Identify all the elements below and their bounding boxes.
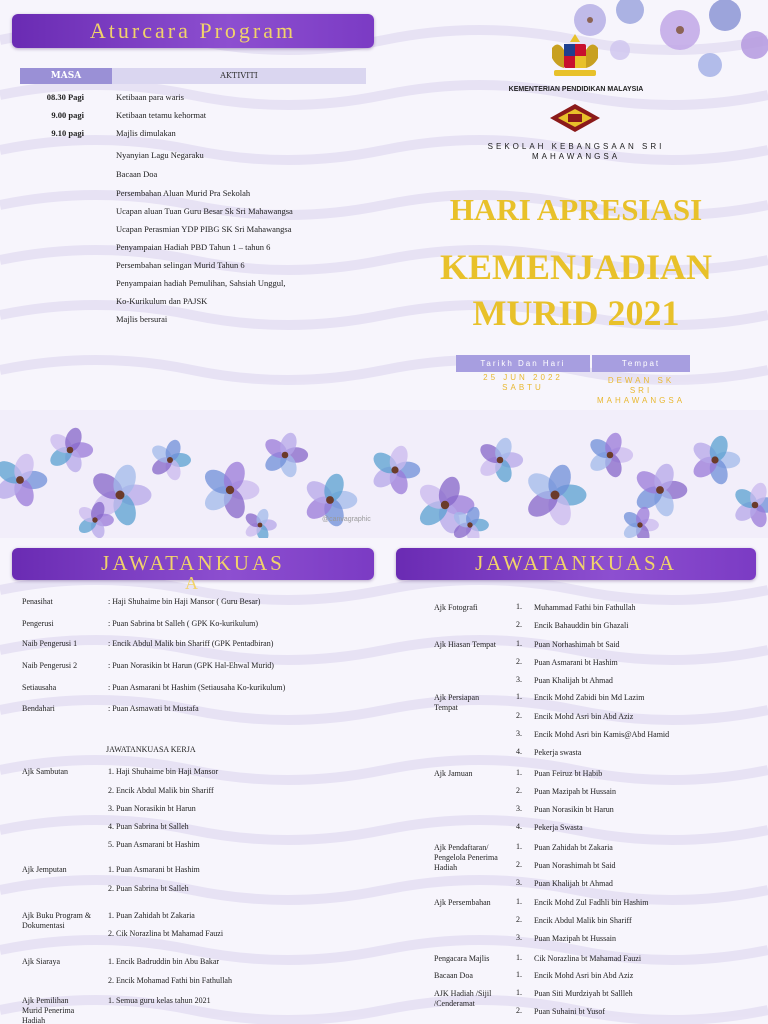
- designer-credit: @canvagraphic: [322, 516, 371, 523]
- committee-member: Encik Abdul Malik bin Shariff: [534, 916, 632, 925]
- committee-member: Puan Norasikin bt Harun: [534, 805, 614, 814]
- committee-right-title: JAWATANKUASA: [396, 548, 756, 580]
- place-value: [592, 376, 690, 406]
- committee-group-role: Hadiah: [22, 1016, 46, 1024]
- committee-group-role: /Cenderamat: [434, 999, 475, 1008]
- committee-member: Puan Norashimah bt Said: [534, 861, 616, 870]
- committee-left-title-wrap: A: [185, 573, 201, 593]
- schedule-activity: Ketibaan para waris: [116, 92, 184, 102]
- committee-member: Puan Khalijah bt Ahmad: [534, 879, 613, 888]
- schedule-activity: Penyampaian Hadiah PBD Tahun 1 – tahun 6: [116, 242, 271, 252]
- schedule-row: [20, 165, 366, 183]
- committee-member: Puan Norhashimah bt Said: [534, 640, 620, 649]
- aturcara-title: Aturcara Program: [12, 14, 374, 48]
- committee-group-role: Ajk Siaraya: [22, 957, 60, 966]
- committee-kerja-title: JAWATANKUASA KERJA: [106, 745, 196, 754]
- committee-group-role: Murid Penerima: [22, 1006, 75, 1015]
- schedule-row: [20, 88, 366, 106]
- committee-member-number: 2.: [516, 620, 522, 629]
- committee-member: 2. Encik Abdul Malik bin Shariff: [108, 786, 214, 795]
- committee-group-role: Ajk Jamuan: [434, 769, 473, 778]
- committee-role: Naib Pengerusi 1: [22, 639, 78, 648]
- committee-member-number: 3.: [516, 933, 522, 942]
- committee-member: 1. Haji Shuhaime bin Haji Mansor: [108, 767, 219, 776]
- ministry-name: KEMENTERIAN PENDIDIKAN MALAYSIA: [508, 86, 644, 93]
- committee-member-number: 2.: [516, 860, 522, 869]
- committee-member: 1. Puan Zahidah bt Zakaria: [108, 911, 195, 920]
- committee-member-number: 1.: [516, 897, 522, 906]
- schedule-row: [20, 106, 366, 124]
- committee-member-number: 3.: [516, 878, 522, 887]
- cover-panel: [384, 0, 768, 420]
- committee-role: Naib Pengerusi 2: [22, 661, 78, 670]
- committee-group-role: Ajk Hiasan Tempat: [434, 640, 496, 649]
- committee-member-number: 2.: [516, 657, 522, 666]
- committee-group-role: Dokumentasi: [22, 921, 65, 930]
- schedule-activity: Ucapan aluan Tuan Guru Besar Sk Sri Mahawangsa: [116, 206, 293, 216]
- committee-member: Puan Zahidah bt Zakaria: [534, 843, 613, 852]
- committee-member: Cik Norazlina bt Mahamad Fauzi: [534, 954, 642, 963]
- school-name-line2: MAHAWANGSA: [531, 152, 621, 161]
- committee-member-number: 1.: [516, 988, 522, 997]
- schedule-header-masa: MASA: [20, 68, 112, 84]
- committee-member-number: 1.: [516, 692, 522, 701]
- schedule-header: [20, 68, 366, 84]
- committee-member-number: 1.: [516, 970, 522, 979]
- schedule-activity: Majlis dimulakan: [116, 128, 176, 138]
- committee-member-number: 4.: [516, 822, 522, 831]
- committee-member: 4. Puan Sabrina bt Salleh: [108, 822, 189, 831]
- committee-member: 1. Semua guru kelas tahun 2021: [108, 996, 211, 1005]
- committee-member: Puan Khalijah bt Ahmad: [534, 676, 613, 685]
- committee-member: Encik Mohd Asri bin Kamis@Abd Hamid: [534, 730, 670, 739]
- committee-member-number: 2.: [516, 1006, 522, 1015]
- event-title-line3: MURID 2021: [472, 293, 680, 333]
- schedule-row: [20, 274, 366, 292]
- school-name: [384, 142, 768, 162]
- committee-group-role: Bacaan Doa: [434, 971, 473, 980]
- place-value-line1: DEWAN SK: [607, 376, 675, 385]
- schedule-activity: Bacaan Doa: [116, 169, 158, 179]
- schedule-row: [20, 238, 366, 256]
- schedule-time: [20, 238, 84, 256]
- event-title-line1: HARI APRESIASI: [449, 192, 703, 227]
- schedule-row: [20, 202, 366, 220]
- committee-member-number: 4.: [516, 747, 522, 756]
- committee-group-role: Hadiah: [434, 863, 458, 872]
- committee-member: Puan Mazipah bt Hussain: [534, 934, 616, 943]
- schedule-row: [20, 292, 366, 310]
- committee-group-role: Ajk Buku Program &: [22, 911, 92, 920]
- committee-group-role: Pengacara Majlis: [434, 954, 490, 963]
- place-value-line2: SRI: [629, 386, 653, 395]
- committee-member: : Puan Sabrina bt Salleh ( GPK Ko-kurikulum): [108, 619, 258, 628]
- schedule-time: [20, 146, 84, 164]
- schedule-time: [20, 292, 84, 310]
- committee-member-number: 1.: [516, 768, 522, 777]
- committee-left-title: [12, 548, 374, 593]
- committee-group-role: AJK Hadiah /Sijil: [434, 989, 492, 998]
- committee-member: 5. Puan Asmarani bt Hashim: [108, 840, 200, 849]
- committee-member: Encik Mohd Zabidi bin Md Lazim: [534, 693, 645, 702]
- place-value-line3: MAHAWANGSA: [596, 396, 686, 405]
- date-value-line2: SABTU: [502, 383, 544, 392]
- schedule-time: 08.30 Pagi: [46, 92, 84, 102]
- place-label: Tempat: [592, 355, 690, 372]
- schedule-activity: Ucapan Perasmian YDP PIBG SK Sri Mahawangsa: [116, 224, 292, 234]
- schedule-activity: Persembahan Aluan Murid Pra Sekolah: [116, 188, 251, 198]
- committee-member: Encik Mohd Zul Fadhli bin Hashim: [534, 898, 649, 907]
- schedule-row: [20, 146, 366, 164]
- event-title: [384, 244, 768, 336]
- committee-member: 2. Encik Mohamad Fathi bin Fathullah: [108, 976, 232, 985]
- committee-group-role: Ajk Fotografi: [434, 603, 478, 612]
- schedule-activity: Penyampaian hadiah Pemulihan, Sahsiah Unggul,: [116, 278, 286, 288]
- committee-member-number: 1.: [516, 639, 522, 648]
- committee-member-number: 3.: [516, 804, 522, 813]
- schedule-time: [20, 256, 84, 274]
- schedule-time: [20, 165, 84, 183]
- schedule-activity: Nyanyian Lagu Negaraku: [116, 150, 204, 160]
- malaysia-crest-logo: [544, 30, 606, 82]
- schedule-activity: Majlis bersurai: [116, 314, 168, 324]
- committee-role: Bendahari: [22, 704, 55, 713]
- committee-member: Encik Mohd Asri bin Abd Aziz: [534, 712, 634, 721]
- committee-member: Puan Feiruz bt Habib: [534, 769, 603, 778]
- committee-group-role: Ajk Persiapan: [434, 693, 480, 702]
- schedule-time: [20, 220, 84, 238]
- committee-group-role: Ajk Jemputan: [22, 865, 67, 874]
- school-logo: [546, 100, 604, 136]
- committee-role: Penasihat: [22, 597, 53, 606]
- schedule-header-aktiviti: AKTIVITI: [112, 68, 366, 84]
- schedule-time: 9.10 pagi: [51, 128, 84, 138]
- committee-group-role: Ajk Pendaftaran/: [434, 843, 489, 852]
- aturcara-panel: [0, 0, 384, 420]
- committee-member: Pekerja Swasta: [534, 823, 583, 832]
- committee-member: Encik Mohd Asri bin Abd Aziz: [534, 971, 634, 980]
- schedule-time: [20, 184, 84, 202]
- school-name-line1: SEKOLAH KEBANGSAAN SRI: [487, 142, 665, 151]
- committee-member-number: 2.: [516, 711, 522, 720]
- schedule-row: [20, 256, 366, 274]
- schedule-time: [20, 202, 84, 220]
- committee-group-role: Ajk Sambutan: [22, 767, 68, 776]
- committee-member: Puan Siti Murdziyah bt Sallleh: [534, 989, 633, 998]
- committee-group-role: Ajk Pemilihan: [22, 996, 69, 1005]
- committee-group-role: Tempat: [434, 703, 458, 712]
- committee-left-title-text: JAWATANKUAS: [101, 551, 285, 575]
- committee-role: Pengerusi: [22, 619, 54, 628]
- committee-group-role: Ajk Persembahan: [434, 898, 491, 907]
- committee-member: Encik Bahauddin bin Ghazali: [534, 621, 629, 630]
- committee-member: 1. Encik Badruddin bin Abu Bakar: [108, 957, 220, 966]
- date-label: Tarikh Dan Hari: [456, 355, 590, 372]
- committee-member: Puan Mazipah bt Hussain: [534, 787, 616, 796]
- schedule-time: [20, 274, 84, 292]
- committee-member-number: 3.: [516, 729, 522, 738]
- schedule-row: [20, 124, 366, 142]
- committee-member: : Puan Asmarani bt Hashim (Setiausaha Ko-kurikulum): [108, 683, 286, 692]
- committee-member: : Haji Shuhaime bin Haji Mansor ( Guru Besar): [108, 597, 261, 606]
- schedule-activity: Ko-Kurikulum dan PAJSK: [116, 296, 208, 306]
- committee-group-role: Pengelola Penerima: [434, 853, 498, 862]
- committee-member: Puan Asmarani bt Hashim: [534, 658, 618, 667]
- committee-member: : Puan Norasikin bt Harun (GPK Hal-Ehwal Murid): [108, 661, 274, 670]
- date-value: [456, 373, 590, 393]
- committee-member-number: 1.: [516, 953, 522, 962]
- schedule-row: [20, 184, 366, 202]
- committee-member: 2. Puan Sabrina bt Salleh: [108, 884, 189, 893]
- schedule-time: 9.00 pagi: [51, 110, 84, 120]
- schedule-time: [20, 310, 84, 328]
- event-title-line2: KEMENJADIAN: [439, 247, 712, 287]
- committee-member-number: 2.: [516, 915, 522, 924]
- committee-member: : Puan Asmawati bt Mustafa: [108, 704, 199, 713]
- committee-member-number: 1.: [516, 842, 522, 851]
- schedule-activity: Persembahan selingan Murid Tahun 6: [116, 260, 245, 270]
- committee-role: Setiausaha: [22, 683, 57, 692]
- schedule-row: [20, 310, 366, 328]
- flower-band-decoration: [0, 410, 768, 538]
- committee-member: Pekerja swasta: [534, 748, 582, 757]
- schedule-activity: Ketibaan tetamu kehormat: [116, 110, 207, 120]
- schedule-row: [20, 220, 366, 238]
- committee-member: 1. Puan Asmarani bt Hashim: [108, 865, 200, 874]
- committee-member-number: 3.: [516, 675, 522, 684]
- date-value-line1: 25 JUN 2022: [483, 373, 563, 382]
- committee-member: 3. Puan Norasikin bt Harun: [108, 804, 196, 813]
- committee-member-number: 1.: [516, 602, 522, 611]
- committee-member: : Encik Abdul Malik bin Shariff (GPK Pentadbiran): [108, 639, 274, 648]
- committee-member: 2. Cik Norazlina bt Mahamad Fauzi: [108, 929, 224, 938]
- committee-member: Puan Suhaini bt Yusof: [534, 1007, 606, 1016]
- committee-member-number: 2.: [516, 786, 522, 795]
- committee-member: Muhammad Fathi bin Fathullah: [534, 603, 636, 612]
